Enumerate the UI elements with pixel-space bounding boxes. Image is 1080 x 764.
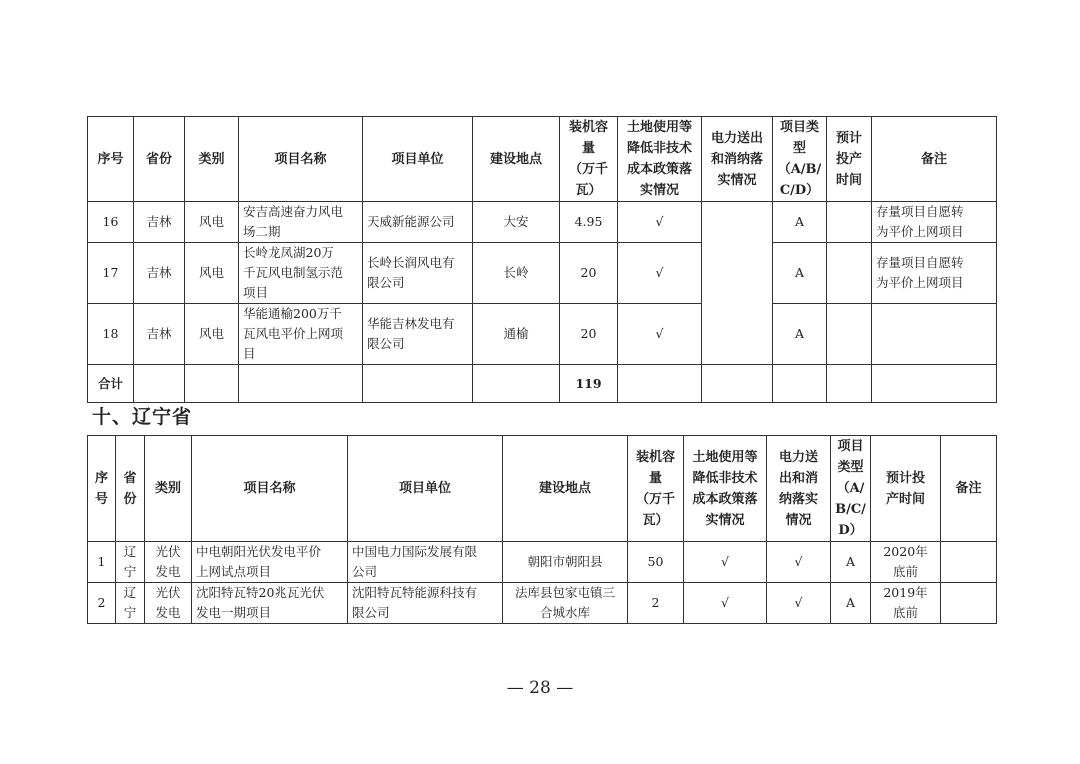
header-cell: 预计 投产 时间: [827, 117, 872, 202]
total-row: [88, 365, 997, 403]
capacity-cell: 20: [560, 304, 618, 365]
header-cell: 预计投 产时间: [871, 436, 941, 542]
header-cell: 装机容 量 （万千 瓦）: [560, 117, 618, 202]
capacity-cell: 4.95: [560, 202, 618, 243]
header-cell: 项目 类型 （A/ B/C/ D）: [831, 436, 871, 542]
header-cell: 电力送 出和消 纳落实 情况: [767, 436, 831, 542]
note-cell: 存量项目自愿转 为平价上网项目: [872, 243, 997, 304]
header-cell: 序 号: [88, 436, 116, 542]
capacity-cell: 2: [628, 583, 684, 624]
note-cell: [941, 583, 997, 624]
total-capacity: 119: [560, 365, 618, 403]
project-type-cell: A: [831, 542, 871, 583]
category-cell: 风电: [185, 202, 239, 243]
section-title: 十、辽宁省: [92, 406, 193, 428]
table-row: [88, 304, 997, 365]
province-cell: 吉林: [134, 304, 185, 365]
province-cell: 辽 宁: [116, 542, 145, 583]
project-unit-cell: 天威新能源公司: [363, 202, 473, 243]
commission-time-cell: [827, 243, 872, 304]
land-policy-cell: √: [684, 583, 767, 624]
location-cell: 法库县包家屯镇三 合城水库: [503, 583, 628, 624]
header-cell: 土地使用等 降低非技术 成本政策落 实情况: [618, 117, 702, 202]
header-cell: 备注: [941, 436, 997, 542]
header-cell: 省份: [134, 117, 185, 202]
category-cell: 风电: [185, 304, 239, 365]
row-number: 1: [88, 542, 116, 583]
project-name-cell: 中电朝阳光伏发电平价 上网试点项目: [192, 542, 348, 583]
project-name-cell: 华能通榆200万千 瓦风电平价上网项 目: [239, 304, 363, 365]
note-cell: [941, 542, 997, 583]
land-policy-cell: √: [618, 202, 702, 243]
table-row: [88, 202, 997, 243]
empty-cell: [134, 365, 185, 403]
empty-cell: [185, 365, 239, 403]
header-cell: 项目类 型 （A/B/ C/D）: [773, 117, 827, 202]
province-cell: 吉林: [134, 202, 185, 243]
power-delivery-cell: √: [767, 583, 831, 624]
header-cell: 项目单位: [363, 117, 473, 202]
capacity-cell: 50: [628, 542, 684, 583]
project-unit-cell: 沈阳特瓦特能源科技有 限公司: [348, 583, 503, 624]
category-cell: 风电: [185, 243, 239, 304]
project-type-cell: A: [773, 243, 827, 304]
category-cell: 光伏 发电: [145, 583, 192, 624]
land-policy-cell: √: [684, 542, 767, 583]
location-cell: 朝阳市朝阳县: [503, 542, 628, 583]
location-cell: 大安: [473, 202, 560, 243]
header-cell: 建设地点: [503, 436, 628, 542]
empty-cell: [702, 365, 773, 403]
category-cell: 光伏 发电: [145, 542, 192, 583]
page-number: — 28 —: [506, 678, 574, 698]
table-row: [88, 583, 997, 624]
province-cell: 辽 宁: [116, 583, 145, 624]
jilin-header-row: [88, 117, 997, 202]
commission-time-cell: 2020年 底前: [871, 542, 941, 583]
power-delivery-cell: √: [767, 542, 831, 583]
jilin-project-table: [87, 116, 997, 403]
table-row: [88, 542, 997, 583]
location-cell: 通榆: [473, 304, 560, 365]
land-policy-cell: √: [618, 243, 702, 304]
header-cell: 省 份: [116, 436, 145, 542]
header-cell: 项目名称: [192, 436, 348, 542]
empty-cell: [618, 365, 702, 403]
header-cell: 项目单位: [348, 436, 503, 542]
row-number: 2: [88, 583, 116, 624]
location-cell: 长岭: [473, 243, 560, 304]
header-cell: 类别: [145, 436, 192, 542]
project-type-cell: A: [831, 583, 871, 624]
note-cell: 存量项目自愿转 为平价上网项目: [872, 202, 997, 243]
header-cell: 项目名称: [239, 117, 363, 202]
liaoning-project-table: [87, 435, 997, 624]
project-type-cell: A: [773, 202, 827, 243]
land-policy-cell: √: [618, 304, 702, 365]
empty-cell: [872, 365, 997, 403]
header-cell: 电力送出 和消纳落 实情况: [702, 117, 773, 202]
header-cell: 备注: [872, 117, 997, 202]
header-cell: 类别: [185, 117, 239, 202]
row-number: 16: [88, 202, 134, 243]
project-name-cell: 安吉高速奋力风电 场二期: [239, 202, 363, 243]
commission-time-cell: [827, 304, 872, 365]
project-type-cell: A: [773, 304, 827, 365]
total-label: 合计: [88, 365, 134, 403]
header-cell: 序号: [88, 117, 134, 202]
commission-time-cell: [827, 202, 872, 243]
table-row: [88, 243, 997, 304]
empty-cell: [773, 365, 827, 403]
header-cell: 装机容 量 （万千 瓦）: [628, 436, 684, 542]
empty-cell: [827, 365, 872, 403]
note-cell: [872, 304, 997, 365]
project-name-cell: 沈阳特瓦特20兆瓦光伏 发电一期项目: [192, 583, 348, 624]
project-unit-cell: 中国电力国际发展有限 公司: [348, 542, 503, 583]
project-unit-cell: 长岭长润风电有 限公司: [363, 243, 473, 304]
row-number: 17: [88, 243, 134, 304]
capacity-cell: 20: [560, 243, 618, 304]
project-unit-cell: 华能吉林发电有 限公司: [363, 304, 473, 365]
empty-cell: [473, 365, 560, 403]
commission-time-cell: 2019年 底前: [871, 583, 941, 624]
header-cell: 土地使用等 降低非技术 成本政策落 实情况: [684, 436, 767, 542]
power-delivery-cell: [702, 202, 773, 365]
empty-cell: [239, 365, 363, 403]
empty-cell: [363, 365, 473, 403]
project-name-cell: 长岭龙凤湖20万 千瓦风电制氢示范 项目: [239, 243, 363, 304]
province-cell: 吉林: [134, 243, 185, 304]
row-number: 18: [88, 304, 134, 365]
header-cell: 建设地点: [473, 117, 560, 202]
liaoning-header-row: [88, 436, 997, 542]
